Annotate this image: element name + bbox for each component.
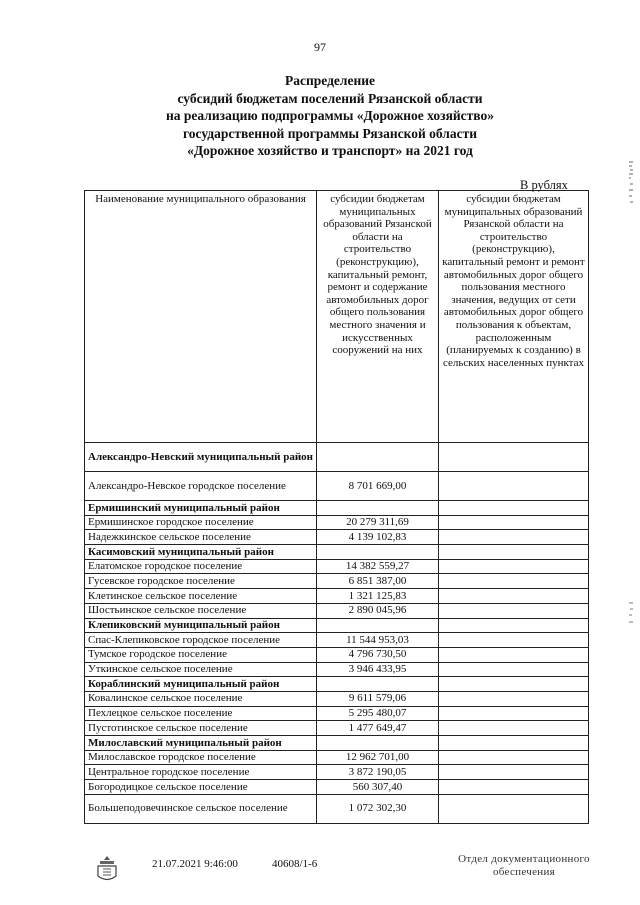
- rural-subsidy-amount: [439, 603, 589, 618]
- settlement-name: Елатомское городское поселение: [85, 559, 317, 574]
- settlement-row: [85, 780, 589, 795]
- subsidy-amount: 20 279 311,69: [317, 515, 439, 530]
- district-name: Милославский муниципальный район: [85, 736, 317, 751]
- rural-subsidy-amount: [439, 691, 589, 706]
- subsidy-amount: [317, 501, 439, 516]
- margin-scan-mark: [628, 600, 634, 630]
- rural-subsidy-amount: [439, 677, 589, 692]
- footer-date: 21.07.2021 9:46:00: [152, 858, 238, 870]
- rural-subsidy-amount: [439, 574, 589, 589]
- settlement-name: Шостьинское сельское поселение: [85, 603, 317, 618]
- rural-subsidy-amount: [439, 662, 589, 677]
- rural-subsidy-amount: [439, 443, 589, 472]
- settlement-row: [85, 472, 589, 501]
- subsidy-amount: 8 701 669,00: [317, 472, 439, 501]
- currency-unit: В рублях: [520, 178, 568, 192]
- settlement-row: [85, 603, 589, 618]
- rural-subsidy-amount: [439, 750, 589, 765]
- district-name: Ермишинский муниципальный район: [85, 501, 317, 516]
- subsidy-amount: 5 295 480,07: [317, 706, 439, 721]
- title-line: государственной программы Рязанской области: [183, 125, 477, 141]
- rural-subsidy-amount: [439, 515, 589, 530]
- district-name: Кораблинский муниципальный район: [85, 677, 317, 692]
- settlement-row: [85, 765, 589, 780]
- settlement-row: [85, 647, 589, 662]
- subsidy-amount: 560 307,40: [317, 780, 439, 795]
- settlement-row: [85, 794, 589, 823]
- district-row: [85, 443, 589, 472]
- subsidy-amount: 3 872 190,05: [317, 765, 439, 780]
- settlement-name: Гусевское городское поселение: [85, 574, 317, 589]
- rural-subsidy-amount: [439, 633, 589, 648]
- rural-subsidy-amount: [439, 530, 589, 545]
- rural-subsidy-amount: [439, 706, 589, 721]
- settlement-name: Спас-Клепиковское городское поселение: [85, 633, 317, 648]
- subsidy-amount: 11 544 953,03: [317, 633, 439, 648]
- rural-subsidy-amount: [439, 765, 589, 780]
- settlement-name: Центральное городское поселение: [85, 765, 317, 780]
- settlement-name: Пустотинское сельское поселение: [85, 721, 317, 736]
- subsidy-amount: 1 321 125,83: [317, 589, 439, 604]
- rural-subsidy-amount: [439, 559, 589, 574]
- settlement-name: Тумское городское поселение: [85, 647, 317, 662]
- rural-subsidy-amount: [439, 721, 589, 736]
- settlement-row: [85, 515, 589, 530]
- subsidy-table: [84, 190, 589, 824]
- coat-of-arms-icon: [94, 854, 120, 884]
- settlement-row: [85, 574, 589, 589]
- settlement-row: [85, 691, 589, 706]
- district-row: [85, 501, 589, 516]
- settlement-row: [85, 750, 589, 765]
- page-number: 97: [314, 40, 326, 54]
- rural-subsidy-amount: [439, 618, 589, 633]
- title-line: на реализацию подпрограммы «Дорожное хозяйство»: [166, 108, 494, 123]
- settlement-row: [85, 706, 589, 721]
- subsidy-amount: 4 796 730,50: [317, 647, 439, 662]
- document-title: [90, 72, 570, 160]
- settlement-name: Уткинское сельское поселение: [85, 662, 317, 677]
- subsidy-amount: [317, 618, 439, 633]
- settlement-row: [85, 662, 589, 677]
- margin-scan-mark: [628, 160, 634, 210]
- settlement-name: Ковалинское сельское поселение: [85, 691, 317, 706]
- title-line: «Дорожное хозяйство и транспорт» на 2021 год: [187, 143, 473, 158]
- stamp-line: Отдел документационного: [458, 853, 590, 865]
- settlement-name: Милославское городское поселение: [85, 750, 317, 765]
- settlement-name: Большеподовечинское сельское поселение: [85, 794, 317, 823]
- subsidy-amount: [317, 736, 439, 751]
- settlement-row: [85, 589, 589, 604]
- settlement-name: Надежкинское сельское поселение: [85, 530, 317, 545]
- table-header-row: [85, 191, 589, 443]
- subsidy-amount: 9 611 579,06: [317, 691, 439, 706]
- settlement-name: Клетинское сельское поселение: [85, 589, 317, 604]
- settlement-row: [85, 633, 589, 648]
- title-line: Распределение: [284, 73, 376, 88]
- rural-subsidy-amount: [439, 589, 589, 604]
- settlement-name: Ермишинское городское поселение: [85, 515, 317, 530]
- rural-subsidy-amount: [439, 501, 589, 516]
- rural-subsidy-amount: [439, 647, 589, 662]
- district-name: Касимовский муниципальный район: [85, 545, 317, 560]
- subsidy-amount: 14 382 559,27: [317, 559, 439, 574]
- settlement-name: Пехлецкое сельское поселение: [85, 706, 317, 721]
- header-subsidy-rural-roads: субсидии бюджетам муниципальных образований Рязанской области на строительство (реконструкцию), капитальный ремонт и ремонт автомобильных дорог общего пользования местного значения, ведущих от сети автомобильных дорог общего пользования к объектам, расположенным (планируемых к созданию) в сельских населенных пунктах: [439, 191, 589, 443]
- settlement-row: [85, 559, 589, 574]
- subsidy-amount: [317, 545, 439, 560]
- stamp-line: обеспечения: [492, 866, 556, 878]
- district-row: [85, 545, 589, 560]
- settlement-name: Богородицкое сельское поселение: [85, 780, 317, 795]
- district-name: Клепиковский муниципальный район: [85, 618, 317, 633]
- table-body: [85, 443, 589, 824]
- subsidy-amount: 3 946 433,95: [317, 662, 439, 677]
- footer-stamp: [444, 853, 604, 879]
- subsidy-amount: 12 962 701,00: [317, 750, 439, 765]
- district-row: [85, 618, 589, 633]
- footer-document-code: 40608/1-6: [272, 858, 318, 870]
- rural-subsidy-amount: [439, 780, 589, 795]
- subsidy-amount: 1 072 302,30: [317, 794, 439, 823]
- subsidy-amount: 6 851 387,00: [317, 574, 439, 589]
- rural-subsidy-amount: [439, 736, 589, 751]
- subsidy-amount: 1 477 649,47: [317, 721, 439, 736]
- rural-subsidy-amount: [439, 472, 589, 501]
- header-subsidy-roads: субсидии бюджетам муниципальных образований Рязанской области на строительство (реконструкцию), капитальный ремонт, ремонт и содержание автомобильных дорог общего пользования местного значения и искусственных сооружений на них: [317, 191, 439, 443]
- district-row: [85, 677, 589, 692]
- district-row: [85, 736, 589, 751]
- settlement-row: [85, 530, 589, 545]
- subsidy-amount: 4 139 102,83: [317, 530, 439, 545]
- title-line: субсидий бюджетам поселений Рязанской области: [177, 90, 483, 106]
- header-municipality: Наименование муниципального образования: [85, 191, 317, 443]
- settlement-name: Александро-Невское городское поселение: [85, 472, 317, 501]
- rural-subsidy-amount: [439, 794, 589, 823]
- subsidy-amount: 2 890 045,96: [317, 603, 439, 618]
- subsidy-amount: [317, 443, 439, 472]
- settlement-row: [85, 721, 589, 736]
- subsidy-amount: [317, 677, 439, 692]
- district-name: Александро-Невский муниципальный район: [85, 443, 317, 472]
- rural-subsidy-amount: [439, 545, 589, 560]
